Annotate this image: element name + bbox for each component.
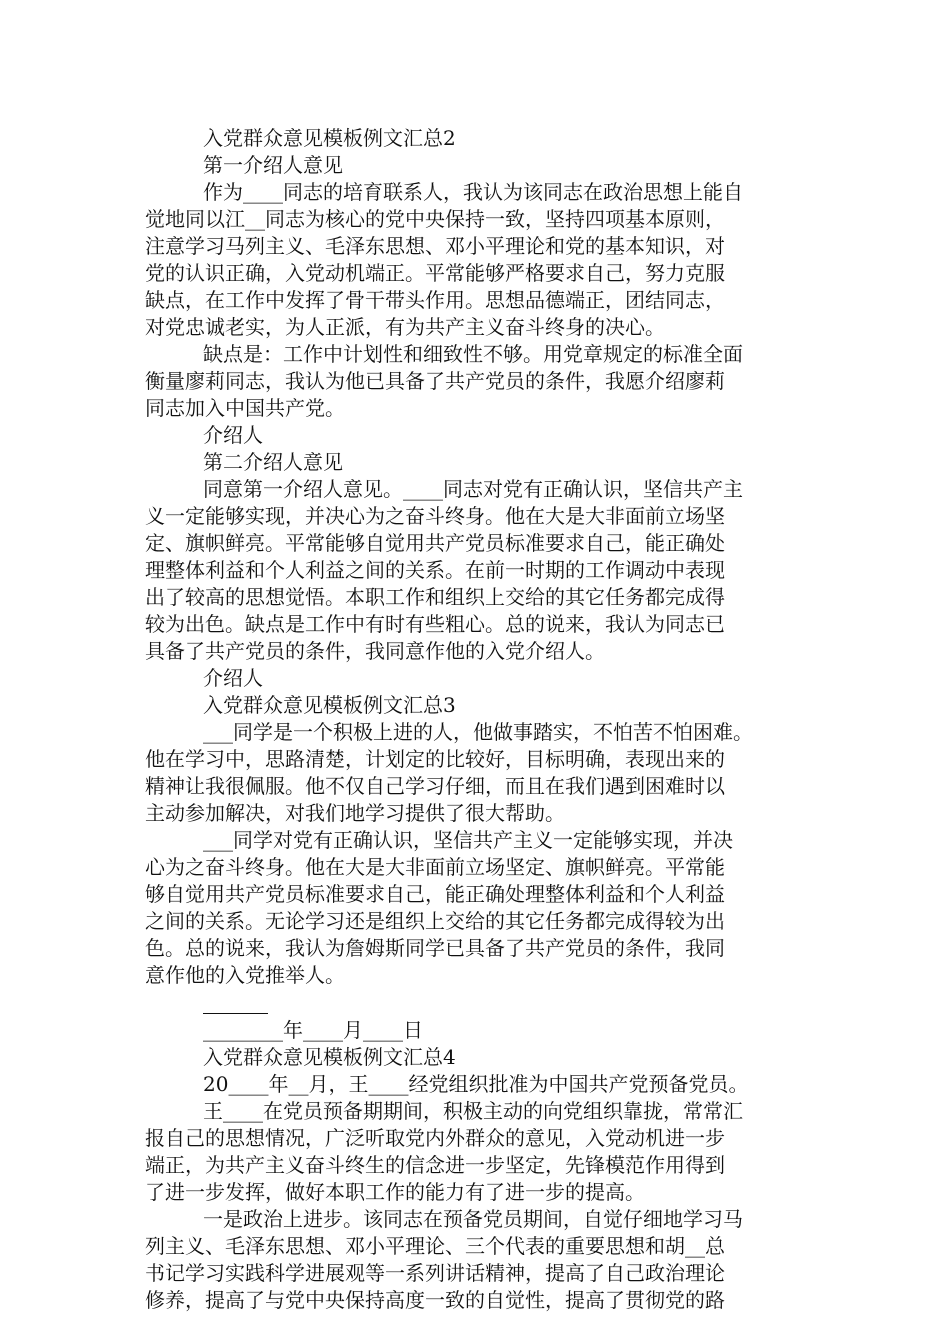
paragraph-line: ___同学是一个积极上进的人，他做事踏实，不怕苦不怕困难。 [203, 720, 753, 744]
paragraph-line: 对党忠诚老实，为人正派，有为共产主义奋斗终身的决心。 [145, 315, 665, 339]
signature-line [203, 1012, 268, 1014]
paragraph-line: 党的认识正确，入党动机端正。平常能够严格要求自己，努力克服 [145, 261, 725, 285]
paragraph-line: 一是政治上进步。该同志在预备党员期间，自觉仔细地学习马 [203, 1207, 743, 1231]
paragraph-line: 缺点是：工作中计划性和细致性不够。用党章规定的标准全面 [203, 342, 743, 366]
paragraph-line: 书记学习实践科学进展观等一系列讲话精神，提高了自己政治理论 [145, 1261, 725, 1285]
paragraph-line: 注意学习马列主义、毛泽东思想、邓小平理论和党的基本知识，对 [145, 234, 725, 258]
paragraph-line: 列主义、毛泽东思想、邓小平理论、三个代表的重要思想和胡__总 [145, 1234, 725, 1258]
heading-first-introducer: 第一介绍人意见 [203, 153, 343, 177]
paragraph-line: 了进一步发挥，做好本职工作的能力有了进一步的提高。 [145, 1180, 645, 1204]
paragraph-line: 报自己的思想情况，广泛听取党内外群众的意见，入党动机进一步 [145, 1126, 725, 1150]
paragraph-line: 缺点，在工作中发挥了骨干带头作用。思想品德端正，团结同志， [145, 288, 725, 312]
paragraph-line: 意作他的入党推举人。 [145, 963, 345, 987]
document-body [145, 125, 825, 1314]
paragraph-line: 同志加入中国共产党。 [145, 396, 345, 420]
paragraph-line: 义一定能够实现，并决心为之奋斗终身。他在大是大非面前立场坚 [145, 504, 725, 528]
introducer-label: 介绍人 [203, 666, 263, 690]
paragraph-line: 作为____同志的培育联系人，我认为该同志在政治思想上能自 [203, 180, 743, 204]
heading-template-4: 入党群众意见模板例文汇总4 [203, 1045, 456, 1069]
date-line: ________年____月____日 [203, 1018, 423, 1042]
paragraph-line: 觉地同以江__同志为核心的党中央保持一致，坚持四项基本原则， [145, 207, 725, 231]
paragraph-line: 具备了共产党员的条件，我同意作他的入党介绍人。 [145, 639, 605, 663]
paragraph-line: 色。总的说来，我认为詹姆斯同学已具备了共产党员的条件，我同 [145, 936, 725, 960]
paragraph-line: 理整体利益和个人利益之间的关系。在前一时期的工作调动中表现 [145, 558, 725, 582]
paragraph-line: 够自觉用共产党员标准要求自己，能正确处理整体利益和个人利益 [145, 882, 725, 906]
paragraph-line: 他在学习中，思路清楚，计划定的比较好，目标明确，表现出来的 [145, 747, 725, 771]
paragraph-line: 同意第一介绍人意见。____同志对党有正确认识，坚信共产主 [203, 477, 743, 501]
heading-template-2: 入党群众意见模板例文汇总2 [203, 126, 456, 150]
paragraph-line: 端正，为共产主义奋斗终生的信念进一步坚定，先锋模范作用得到 [145, 1153, 725, 1177]
paragraph-line: 精神让我很佩服。他不仅自己学习仔细，而且在我们遇到困难时以 [145, 774, 725, 798]
paragraph-line: 王____在党员预备期期间，积极主动的向党组织靠拢，常常汇 [203, 1099, 743, 1123]
paragraph-line: ___同学对党有正确认识，坚信共产主义一定能够实现，并决 [203, 828, 733, 852]
paragraph-line: 衡量廖莉同志，我认为他已具备了共产党员的条件，我愿介绍廖莉 [145, 369, 725, 393]
paragraph-line: 20____年__月，王____经党组织批准为中国共产党预备党员。 [203, 1072, 749, 1096]
paragraph-line: 定、旗帜鲜亮。平常能够自觉用共产党员标准要求自己，能正确处 [145, 531, 725, 555]
paragraph-line: 修养，提高了与党中央保持高度一致的自觉性，提高了贯彻党的路 [145, 1288, 725, 1312]
introducer-label: 介绍人 [203, 423, 263, 447]
paragraph-line: 较为出色。缺点是工作中有时有些粗心。总的说来，我认为同志已 [145, 612, 725, 636]
heading-second-introducer: 第二介绍人意见 [203, 450, 343, 474]
heading-template-3: 入党群众意见模板例文汇总3 [203, 693, 456, 717]
paragraph-line: 之间的关系。无论学习还是组织上交给的其它任务都完成得较为出 [145, 909, 725, 933]
paragraph-line: 主动参加解决，对我们地学习提供了很大帮助。 [145, 801, 565, 825]
paragraph-line: 出了较高的思想觉悟。本职工作和组织上交给的其它任务都完成得 [145, 585, 725, 609]
paragraph-line: 心为之奋斗终身。他在大是大非面前立场坚定、旗帜鲜亮。平常能 [145, 855, 725, 879]
